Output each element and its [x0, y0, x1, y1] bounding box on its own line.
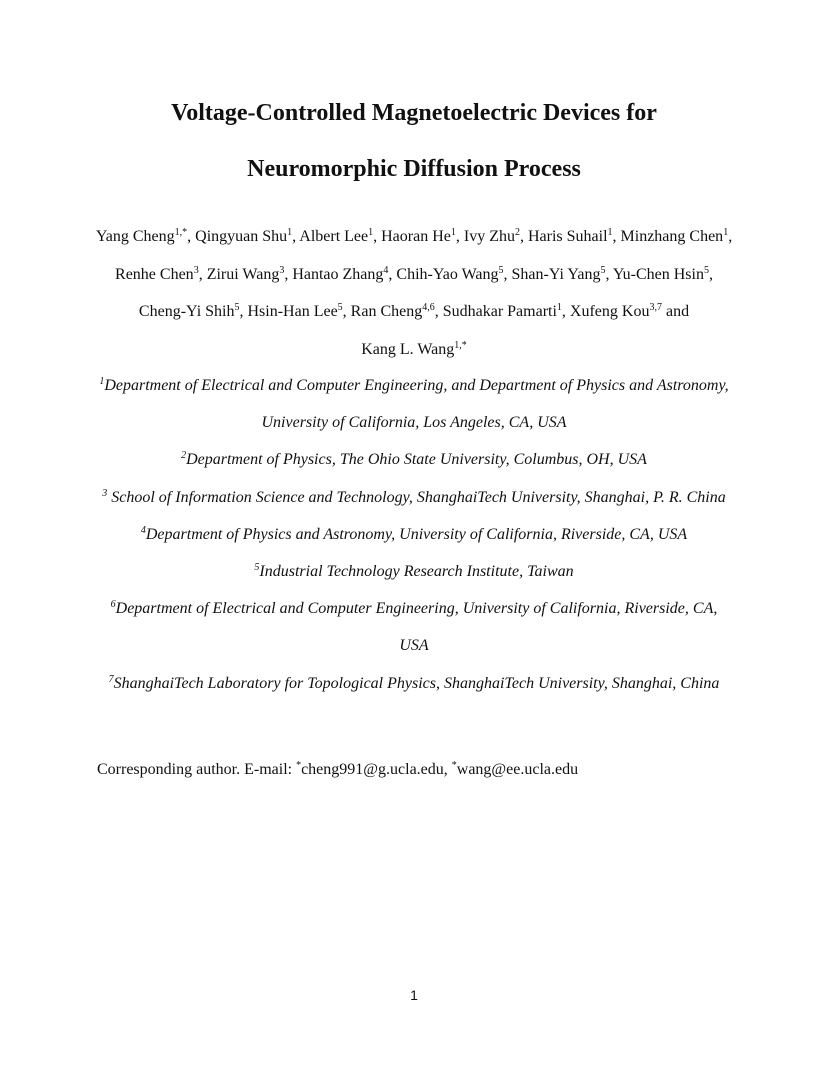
affiliation: $^1$Department of Electrical and Computer Engineering, and Department of Physics and Astronomy, University of California, Los Angeles, CA, USA	[99, 376, 729, 432]
author: Haoran He$^1$	[381, 227, 456, 245]
affiliation: $^3$ School of Information Science and Technology, ShanghaiTech University, Shanghai, P. R. China	[102, 487, 726, 506]
author: Chih-Yao Wang$^5$	[396, 264, 504, 283]
title-line-1: Voltage-Controlled Magnetoelectric Devices for	[171, 100, 657, 126]
author: Haris Suhail$^1$	[527, 227, 613, 245]
corresponding-author: Corresponding author. E-mail: *cheng991@g.ucla.edu, *wang@ee.ucla.edu	[97, 760, 579, 778]
author: Hsin-Han Lee$^5$	[247, 302, 343, 320]
author: Minzhang Chen$^1$	[620, 227, 729, 245]
author: Renhe Chen$^3$	[115, 264, 199, 283]
email-link[interactable]: wang@ee.ucla.edu	[456, 761, 579, 778]
affiliation: $^7$ShanghaiTech Laboratory for Topological Physics, ShanghaiTech University, Shanghai, China	[108, 673, 720, 692]
email-link[interactable]: cheng991@g.ucla.edu	[301, 761, 444, 778]
author: Hantao Zhang$^4$	[292, 264, 389, 283]
author: Yu-Chen Hsin$^5$	[612, 264, 709, 283]
author: Ivy Zhu$^2$	[463, 227, 520, 245]
affiliation-list	[95, 367, 733, 702]
author: Zirui Wang$^3$	[206, 264, 285, 283]
affiliation: $^4$Department of Physics and Astronomy, University of California, Riverside, CA, USA	[140, 524, 688, 543]
author-list: Yang Cheng$^{1,*}$, Qingyuan Shu$^1$, Albert Lee$^1$, Haoran He$^1$, Ivy Zhu$^2$, Haris Suhail$^1$, Minzhang Chen$^1$, Renhe Chen$^3$, Zirui Wang$^3$, Hantao Zhang$^4$, Chih-Yao Wang$^5$, Shan-Yi Yang$^5$, Yu-Chen Hsin$^5$, Cheng-Yi Shih$^5$, Hsin-Han Lee$^5$, Ran Cheng$^{4,6}$, Sudhakar Pamarti$^1$, Xufeng Kou$^{3,7}$ and Kang L. Wang$^{1,*}$	[95, 227, 733, 358]
page-number: 1	[410, 987, 418, 1003]
affiliation: $^5$Industrial Technology Research Institute, Taiwan	[254, 562, 574, 581]
author: Kang L. Wang$^{1,*}$	[361, 339, 467, 358]
author: Ran Cheng$^{4,6}$	[350, 302, 435, 320]
author: Sudhakar Pamarti$^1$	[442, 302, 562, 320]
affiliation: $^6$Department of Electrical and Computer Engineering, University of California, Riverside, CA, USA	[110, 599, 718, 655]
author: Qingyuan Shu$^1$	[195, 227, 293, 245]
author: Shan-Yi Yang$^5$	[511, 264, 606, 283]
affiliation: $^2$Department of Physics, The Ohio State University, Columbus, OH, USA	[181, 450, 647, 469]
corresponding-label: Corresponding author. E-mail:	[97, 761, 297, 778]
title-line-2: Neuromorphic Diffusion Process	[247, 156, 581, 182]
author: Albert Lee$^1$	[299, 227, 374, 245]
author: Yang Cheng$^{1,*}$	[95, 227, 188, 245]
author: Xufeng Kou$^{3,7}$	[569, 302, 662, 320]
author: Cheng-Yi Shih$^5$	[138, 302, 240, 320]
